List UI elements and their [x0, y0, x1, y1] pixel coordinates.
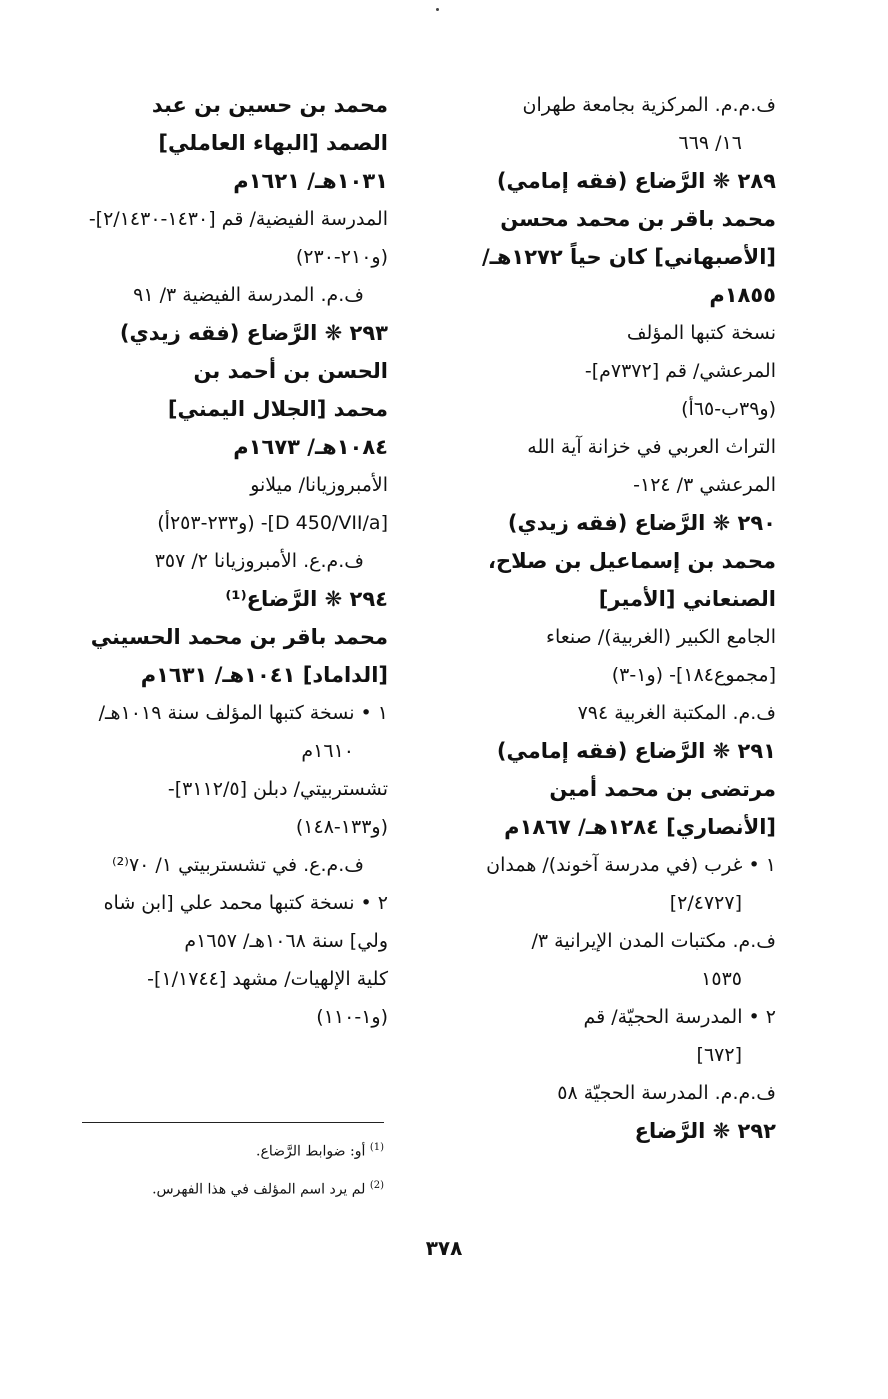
line-l12: ف.م.ع. الأمبروزيانا ٢/ ٣٥٧	[154, 550, 364, 572]
line-l22: ولي] سنة ١٠٦٨هـ/ ١٦٥٧م	[184, 930, 388, 952]
line-l14: محمد باقر بن محمد الحسيني	[90, 625, 388, 649]
line-r26: ف.م.م. المدرسة الحجيّة ٥٨	[557, 1082, 776, 1104]
line-l4: (و٢١٠-٢٣٠)	[295, 246, 388, 268]
footnote-mark: (1)	[369, 1142, 384, 1153]
line-r10: المرعشي ٣/ ١٢٤-	[633, 474, 776, 496]
scan-speck	[436, 8, 439, 11]
right-column	[446, 86, 776, 1150]
line-l20: ف.م.ع. في تشستربيتي ١/ ٧٠⁽²⁾	[111, 854, 364, 876]
line-l6: ٢٩٣ ❋ الرَّضاع (فقه زيدي)	[119, 321, 388, 345]
line-r20: ١ • غرب (في مدرسة آخوند)/ همدان	[486, 854, 776, 876]
line-r2: ٢٨٩ ❋ الرَّضاع (فقه إمامي)	[496, 169, 776, 193]
line-l5: ف.م. المدرسة الفيضية ٣/ ٩١	[133, 284, 364, 306]
line-l21: ٢ • نسخة كتبها محمد علي [ابن شاه	[103, 892, 388, 914]
line-r17: ٢٩١ ❋ الرَّضاع (فقه إمامي)	[496, 739, 776, 763]
line-l18: تشستربيتي/ دبلن [٣١١٢/٥]-	[167, 778, 388, 800]
line-r8: (و٣٩ب-٦٥أ)	[681, 398, 776, 420]
line-r19: [الأنصاري] ١٢٨٤هـ/ ١٨٦٧م	[504, 815, 776, 839]
line-r0: ف.م.م. المركزية بجامعة طهران	[522, 94, 776, 116]
line-l1: الصمد [البهاء العاملي]	[158, 131, 388, 155]
line-r6: نسخة كتبها المؤلف	[626, 322, 776, 344]
line-r18: مرتضى بن محمد أمين	[549, 777, 776, 801]
left-column	[48, 86, 388, 1036]
line-l3: المدرسة الفيضية/ قم [١٤٣٠-٢/١٤٣٠]-	[88, 208, 388, 230]
line-l0: محمد بن حسين بن عبد	[151, 93, 388, 117]
line-r12: محمد بن إسماعيل بن صلاح،	[488, 549, 776, 573]
line-l23: كلية الإلهيات/ مشهد [١/١٧٤٤]-	[147, 968, 388, 990]
line-l15: [الداماد] ١٠٤١هـ/ ١٦٣١م	[140, 663, 388, 687]
line-r7: المرعشي/ قم [٧٣٧٢م]-	[584, 360, 776, 382]
footnote-text: لم يرد اسم المؤلف في هذا الفهرس.	[152, 1181, 366, 1198]
line-r25: [٦٧٢]	[696, 1044, 742, 1066]
line-r9: التراث العربي في خزانة آية الله	[527, 436, 776, 458]
footnote-1	[54, 1142, 384, 1160]
line-l17: ١٦١٠م	[301, 740, 354, 762]
line-l2: ١٠٣١هـ/ ١٦٢١م	[233, 169, 388, 193]
line-r1: ١٦/ ٦٦٩	[678, 132, 742, 154]
line-r21: [٢/٤٧٢٧]	[669, 892, 742, 914]
line-l16: ١ • نسخة كتبها المؤلف سنة ١٠١٩هـ/	[98, 702, 388, 724]
line-r3: محمد باقر بن محمد محسن	[500, 207, 776, 231]
line-l11: [D 450/VII/a]- (و٢٣٣-٢٥٣أ)	[157, 512, 388, 534]
line-l8: محمد [الجلال اليمني]	[167, 397, 388, 421]
line-l10: الأمبروزيانا/ ميلانو	[250, 474, 388, 496]
line-r23: ١٥٣٥	[701, 968, 742, 990]
line-r15: [مجموع١٨٤]- (و١-٣)	[611, 664, 776, 686]
line-r4: [الأصبهاني] كان حياً ١٢٧٢هـ/	[481, 245, 776, 269]
line-l24: (و١-١١٠)	[316, 1006, 388, 1028]
footnote-mark: (2)	[369, 1180, 384, 1191]
line-r5: ١٨٥٥م	[709, 283, 776, 307]
line-r16: ف.م. المكتبة الغربية ٧٩٤	[577, 702, 776, 724]
line-r22: ف.م. مكتبات المدن الإيرانية ٣/	[531, 930, 776, 952]
footnote-divider	[82, 1122, 384, 1123]
page-number: ٣٧٨	[425, 1236, 463, 1260]
line-l13: ٢٩٤ ❋ الرَّضاع⁽¹⁾	[225, 587, 388, 611]
line-r11: ٢٩٠ ❋ الرَّضاع (فقه زيدي)	[507, 511, 776, 535]
line-l9: ١٠٨٤هـ/ ١٦٧٣م	[233, 435, 388, 459]
line-r14: الجامع الكبير (الغربية)/ صنعاء	[546, 626, 776, 648]
footnote-2	[54, 1180, 384, 1198]
line-l19: (و١٣٣-١٤٨)	[295, 816, 388, 838]
line-r24: ٢ • المدرسة الحجيّة/ قم	[583, 1006, 776, 1028]
line-r27: ٢٩٢ ❋ الرَّضاع	[634, 1119, 776, 1143]
line-r13: الصنعاني [الأمير]	[598, 587, 776, 611]
footnote-text: أو: ضوابط الرَّضاع.	[256, 1143, 366, 1160]
line-l7: الحسن بن أحمد بن	[193, 359, 388, 383]
